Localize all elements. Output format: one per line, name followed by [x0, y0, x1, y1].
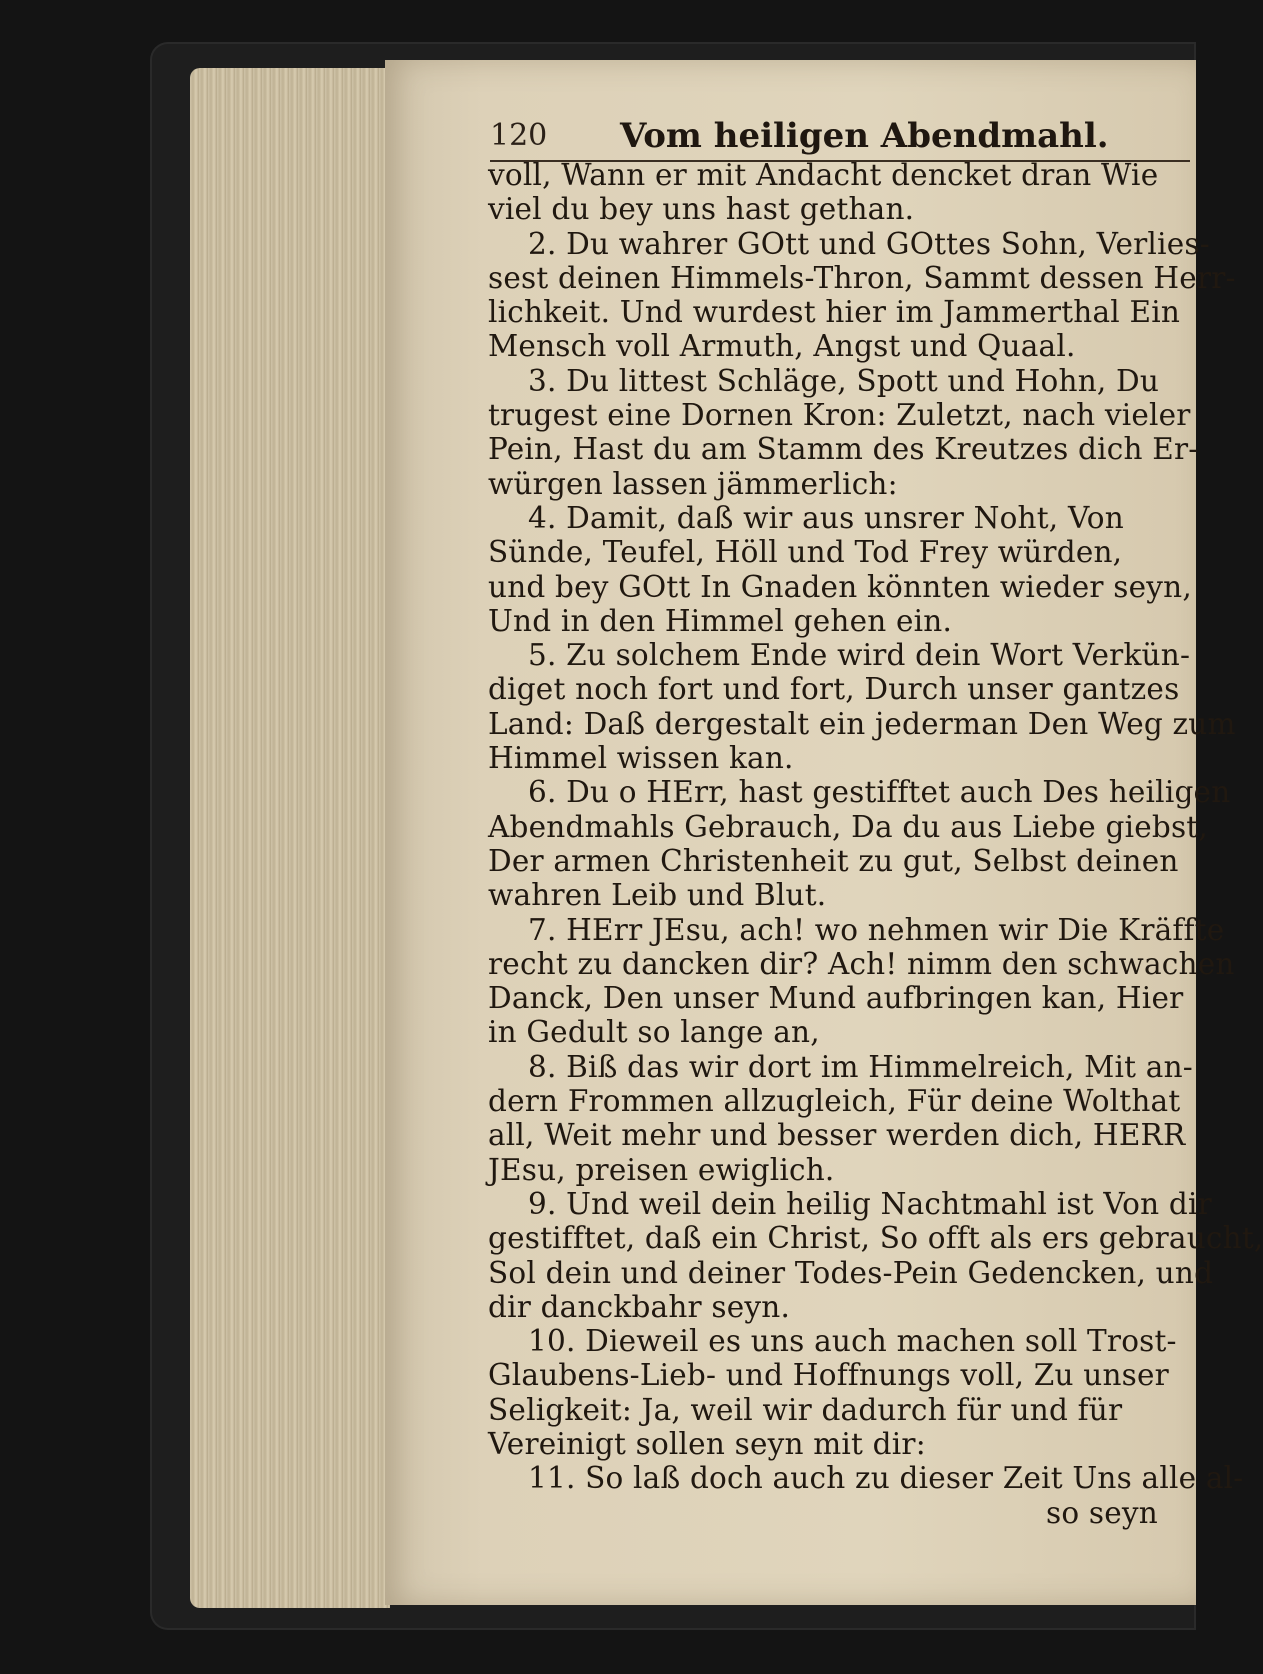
text-line: viel du bey uns hast gethan. — [488, 192, 915, 227]
text-line: Glaubens-Lieb- und Hoffnungs voll, Zu unser — [488, 1358, 1169, 1393]
text-line: und bey GOtt In Gnaden könnten wieder seyn, — [488, 569, 1192, 604]
text-line: Pein, Hast du am Stamm des Kreutzes dich Er- — [488, 432, 1199, 467]
text-line: Himmel wissen kan. — [488, 741, 794, 776]
text-line: würgen lassen jämmerlich: — [488, 466, 898, 501]
text-line: Und in den Himmel gehen ein. — [488, 603, 953, 638]
text-line: Land: Daß dergestalt ein jederman Den Weg zum — [488, 706, 1236, 741]
page-number: 120 — [490, 118, 548, 153]
text-line: Seligkeit: Ja, weil wir dadurch für und für — [488, 1392, 1123, 1427]
text-line: 6. Du o HErr, hast gestifftet auch Des heiligen — [528, 775, 1231, 810]
text-line: voll, Wann er mit Andacht dencket dran Wie — [488, 158, 1159, 192]
text-line: Danck, Den unser Mund aufbringen kan, Hier — [488, 981, 1184, 1016]
text-line: Sol dein und deiner Todes-Pein Gedencken, und — [488, 1255, 1214, 1290]
text-line: Vereinigt sollen seyn mit dir: — [488, 1426, 926, 1461]
running-title: Vom heiligen Abendmahl. — [620, 116, 1109, 156]
text-line: 7. HErr JEsu, ach! wo nehmen wir Die Kräffte — [528, 912, 1225, 947]
text-line: Der armen Christenheit zu gut, Selbst deinen — [488, 843, 1179, 878]
text-line: Mensch voll Armuth, Angst und Quaal. — [488, 329, 1076, 364]
catchword: so seyn — [1046, 1495, 1158, 1530]
text-line: recht zu dancken dir? Ach! nimm den schwachen — [488, 946, 1235, 981]
text-line: 11. So laß doch auch zu dieser Zeit Uns alle al- — [528, 1461, 1244, 1496]
page-header — [490, 116, 1190, 162]
text-line: 2. Du wahrer GOtt und GOttes Sohn, Verlies- — [528, 226, 1210, 261]
text-line: 9. Und weil dein heilig Nachtmahl ist Von dir — [528, 1186, 1212, 1221]
text-line: wahren Leib und Blut. — [488, 878, 827, 913]
text-line: Abendmahls Gebrauch, Da du aus Liebe giebst, — [488, 809, 1208, 844]
text-line: 5. Zu solchem Ende wird dein Wort Verkün- — [528, 638, 1191, 673]
page-edges — [190, 68, 390, 1608]
text-line: lichkeit. Und wurdest hier im Jammerthal Ein — [488, 295, 1181, 330]
text-line: 10. Dieweil es uns auch machen soll Trost- — [528, 1324, 1177, 1359]
text-line: all, Weit mehr und besser werden dich, HERR — [488, 1118, 1186, 1153]
text-line: in Gedult so lange an, — [488, 1015, 820, 1050]
text-line: 3. Du littest Schläge, Spott und Hohn, Du — [528, 363, 1160, 398]
text-line: dern Frommen allzugleich, Für deine Wolthat — [488, 1084, 1181, 1119]
text-line: dir danckbahr seyn. — [488, 1289, 791, 1324]
text-line: trugest eine Dornen Kron: Zuletzt, nach vieler — [488, 398, 1191, 433]
text-line: Sünde, Teufel, Höll und Tod Frey würden, — [488, 535, 1123, 570]
text-line: gestifftet, daß ein Christ, So offt als ers gebraucht, — [488, 1221, 1263, 1256]
text-line: diget noch fort und fort, Durch unser gantzes — [488, 672, 1180, 707]
text-line: sest deinen Himmels-Thron, Sammt dessen Herr- — [488, 260, 1236, 295]
text-line: 8. Biß das wir dort im Himmelreich, Mit an- — [528, 1049, 1193, 1084]
hymn-text — [488, 158, 1263, 1530]
text-line: JEsu, preisen ewiglich. — [488, 1152, 835, 1187]
text-line: 4. Damit, daß wir aus unsrer Noht, Von — [528, 500, 1124, 535]
